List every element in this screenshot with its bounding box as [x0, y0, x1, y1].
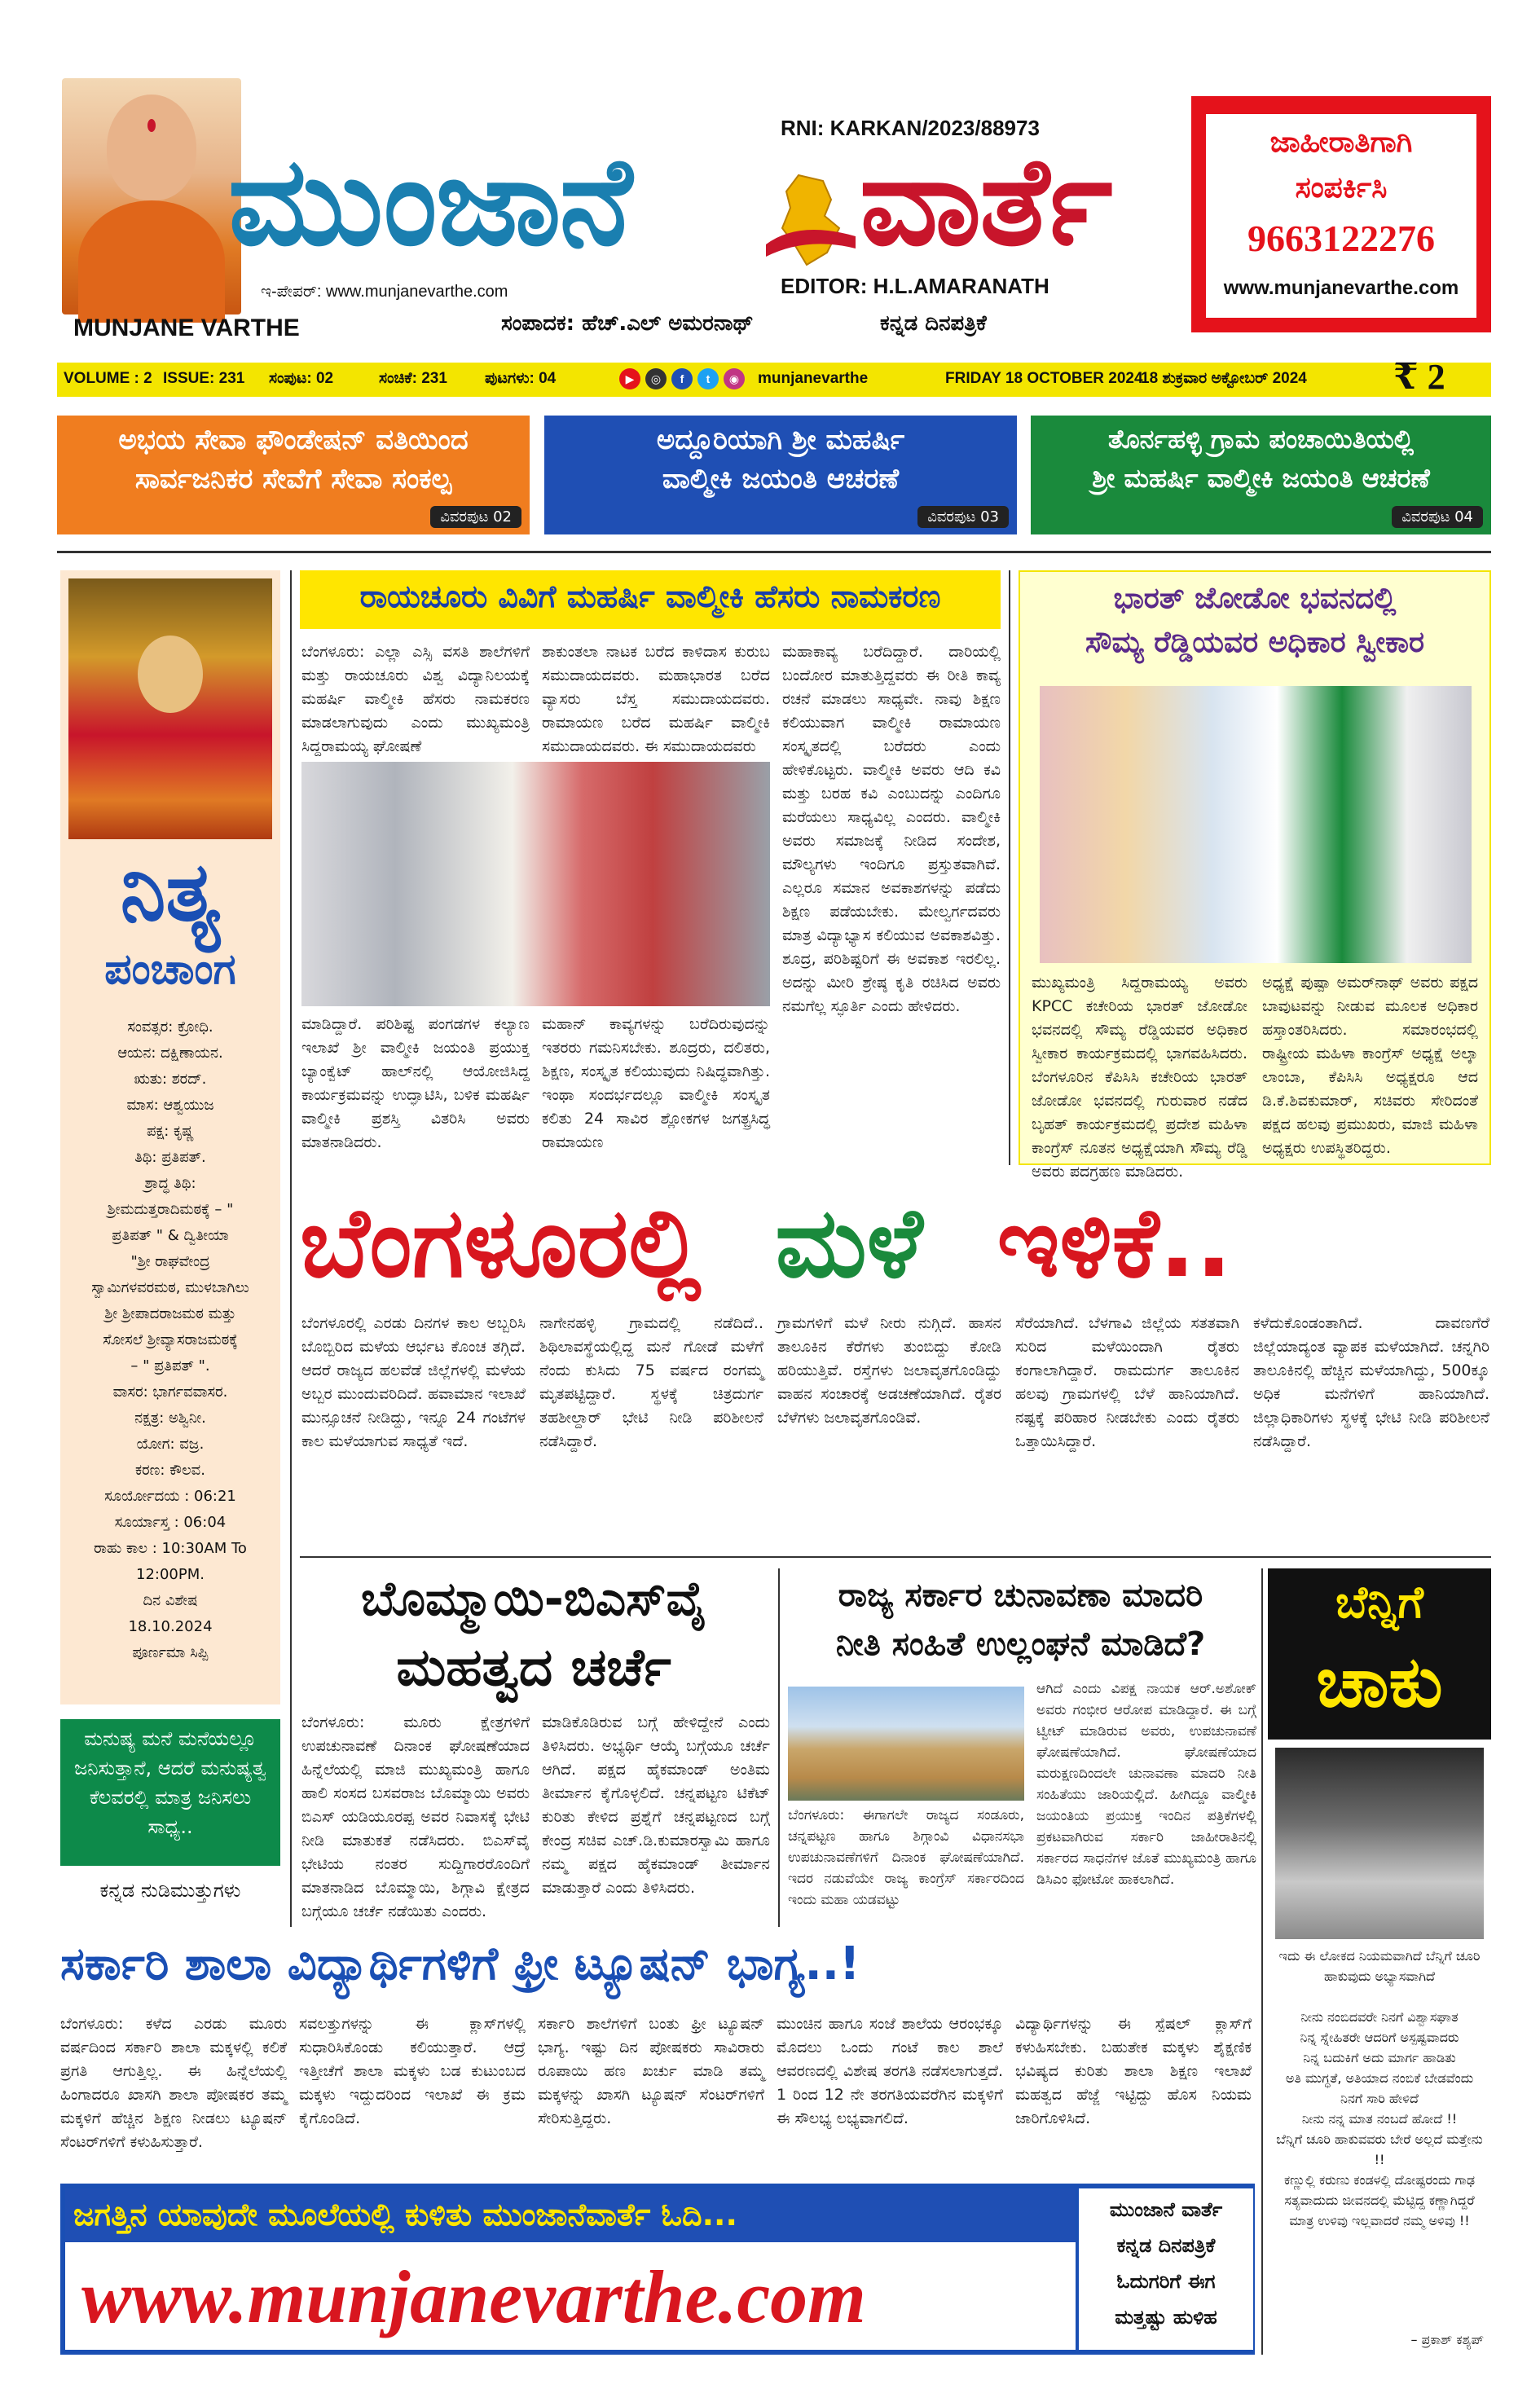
- daily-label: ಕನ್ನಡ ದಿನಪತ್ರಿಕೆ: [880, 311, 987, 336]
- teaser-1-page-tag: ವಿವರಪುಟ 02: [430, 506, 521, 528]
- date-en: FRIDAY 18 OCTOBER 2024: [945, 370, 1143, 387]
- knife-photo: [1275, 1748, 1484, 1939]
- brand-en: MUNJANE VARTHE: [73, 314, 300, 341]
- vidhana-soudha-photo: [788, 1687, 1024, 1801]
- masthead-title-right: ವಾರ್ತೆ: [860, 131, 1111, 273]
- panchanga-line: ತಿಥಿ: ಪ್ರತಿಪತ್.: [134, 1149, 206, 1166]
- panchanga-line: ಮಾಸ: ಆಶ್ವಯುಜ: [126, 1097, 214, 1114]
- election-right: ಆಗಿದೆ ಎಂದು ವಿಪಕ್ಷ ನಾಯಕ ಆರ್.ಅಶೋಕ್ ಅವರು ಗಂಭೀರ ಆರೋಪ ಮಾಡಿದ್ದಾರೆ. ಈ ಬಗ್ಗೆ ಟ್ವೀಟ್ ಮಾಡಿರುವ ಅವರು, ಉಪಚುನಾವಣೆ ಘೋಷಣೆಯಾಗಿದೆ. ಘೋಷಣೆಯಾದ ಮರುಕ್ಷಣದಿಂದಲೇ ಚುನಾವಣಾ ಮಾದರಿ ನೀತಿ ಸಂಹಿತೆಯು ಜಾರಿಯಲ್ಲಿದೆ. ಹೀಗಿದ್ದೂ ವಾಲ್ಮೀಕಿ ಜಯಂತಿಯ ಪ್ರಯುಕ್ತ ಇಂದಿನ ಪತ್ರಿಕೆಗಳಲ್ಲಿ ಪ್ರಕಟವಾಗಿರುವ ಸರ್ಕಾರಿ ಜಾಹೀರಾತಿನಲ್ಲಿ ಸರ್ಕಾರದ ಸಾಧನೆಗಳ ಜೊತೆ ಮುಖ್ಯಮಂತ್ರಿ ಹಾಗೂ ಡಿಸಿಎಂ ಫೋಟೋ ಹಾಕಲಾಗಿದೆ.: [1036, 1681, 1256, 1888]
- election-caption: ಬೆಂಗಳೂರು: ಈಗಾಗಲೇ ರಾಜ್ಯದ ಸಂಡೂರು, ಚನ್ನಪಟ್ಟಣ ಹಾಗೂ ಶಿಗ್ಗಾಂವಿ ವಿಧಾನಸಭಾ ಉಪಚುನಾವಣೆಗಳಿಗೆ ದಿನಾಂಕ ಘೋಷಣೆಯಾಗಿದೆ. ಇದರ ನಡುವೆಯೇ ರಾಜ್ಯ ಕಾಂಗ್ರೆಸ್ ಸರ್ಕಾರದಿಂದ ಇಂದು ಮಹಾ ಯಡವಟ್ಟು: [788, 1807, 1024, 1908]
- bharat-col1: ಮುಖ್ಯಮಂತ್ರಿ ಸಿದ್ದರಾಮಯ್ಯ ಅವರು KPCC ಕಚೇರಿಯ ಭಾರತ್ ಜೋಡೋ ಭವನದಲ್ಲಿ ಸೌಮ್ಯ ರೆಡ್ಡಿಯವರ ಅಧಿಕಾರ ಸ್ವೀಕಾರ ಕಾರ್ಯಕ್ರಮದಲ್ಲಿ ಭಾಗವಹಿಸಿದರು. ಬೆಂಗಳೂರಿನ ಕೆಪಿಸಿಸಿ ಕಚೇರಿಯ ಭಾರತ್ ಜೋಡೋ ಭವನದಲ್ಲಿ ಗುರುವಾರ ನಡೆದ ಬೃಹತ್ ಕಾರ್ಯಕ್ರಮದಲ್ಲಿ ಪ್ರದೇಶ ಮಹಿಳಾ ಕಾಂಗ್ರೆಸ್ ನೂತನ ಅಧ್ಯಕ್ಷೆಯಾಗಿ ಸೌಮ್ಯ ರೆಡ್ಡಿ ಅವರು ಪದಗ್ರಹಣ ಮಾಡಿದರು.: [1032, 974, 1247, 1181]
- teaser-2-page-tag: ವಿವರಪುಟ 03: [917, 506, 1009, 528]
- editor-en: EDITOR: H.L.AMARANATH: [781, 274, 1049, 298]
- raichur-col1-top: ಬೆಂಗಳೂರು: ಎಲ್ಲಾ ಎಸ್ಸಿ ವಸತಿ ಶಾಲೆಗಳಿಗೆ ಮತ್ತು ರಾಯಚೂರು ವಿಶ್ವ ವಿದ್ಯಾನಿಲಯಕ್ಕೆ ಮಹರ್ಷಿ ವಾಲ್ಮೀಕಿ ಹೆಸರು ನಾಮಕರಣ ಮಾಡಲಾಗುವುದು ಎಂದು ಮುಖ್ಯಮಂತ್ರಿ ಸಿದ್ದರಾಮಯ್ಯ ಘೋಷಣೆ: [301, 643, 530, 755]
- date-kn: 18 ಶುಕ್ರವಾರ ಅಕ್ಟೋಬರ್ 2024: [1141, 370, 1307, 387]
- samputa: ಸಂಪುಟ: 02: [269, 370, 334, 387]
- raichur-headline: ರಾಯಚೂರು ವಿವಿಗೆ ಮಹರ್ಷಿ ವಾಲ್ಮೀಕಿ ಹೆಸರು ನಾಮಕರಣ: [359, 578, 941, 614]
- tuition-col3: ಸರ್ಕಾರಿ ಶಾಲೆಗಳಿಗೆ ಬಂತು ಫ್ರೀ ಟ್ಯೂಷನ್ ಭಾಗ್ಯ. ಇಷ್ಟು ದಿನ ಪೋಷಕರು ಸಾವಿರಾರು ರೂಪಾಯಿ ಹಣ ಖರ್ಚು ಮಾಡಿ ತಮ್ಮ ಮಕ್ಕಳನ್ನು ಖಾಸಗಿ ಟ್ಯೂಷನ್ ಸೆಂಟರ್‌ಗಳಿಗೆ ಸೇರಿಸುತ್ತಿದ್ದರು.: [538, 2015, 764, 2127]
- teaser-2-line2: ವಾಲ್ಮೀಕಿ ಜಯಂತಿ ಆಚರಣೆ: [662, 463, 900, 495]
- footer-url[interactable]: www.munjanevarthe.com: [81, 2255, 866, 2338]
- panchanga-line: ಋತು: ಶರದ್.: [134, 1071, 207, 1088]
- rain-headline-b: ಮಳೆ: [775, 1186, 923, 1299]
- footer-box-line1: ಮುಂಜಾನೆ ವಾರ್ತೆ: [1109, 2198, 1223, 2221]
- panchanga-line: ಸಂವತ್ಸರ: ಕ್ರೋಧಿ.: [127, 1018, 213, 1036]
- karnataka-map-emblem: [766, 171, 856, 269]
- election-headline-1: ರಾಜ್ಯ ಸರ್ಕಾರ ಚುನಾವಣಾ ಮಾದರಿ: [838, 1577, 1203, 1614]
- masthead-title-left: ಮುಂಜಾನೆ: [228, 131, 631, 273]
- bommai-headline-2: ಮಹತ್ವದ ಚರ್ಚೆ: [396, 1638, 671, 1698]
- panchanga-title-1: ನಿತ್ಯ: [120, 844, 221, 939]
- pages: ಪುಟಗಳು: 04: [485, 370, 557, 387]
- panchanga-line: ಶ್ರೀ ಶ್ರೀಪಾದರಾಜಮಠ ಮತ್ತು: [104, 1305, 236, 1322]
- teaser-3-page-tag: ವಿವರಪುಟ 04: [1392, 506, 1483, 528]
- tuition-col4: ಮುಂಚಿನ ಹಾಗೂ ಸಂಜೆ ಶಾಲೆಯ ಆರಂಭಕ್ಕೂ ಮೊದಲು ಒಂದು ಗಂಟೆ ಕಾಲ ಶಾಲೆ ಆವರಣದಲ್ಲಿ ವಿಶೇಷ ತರಗತಿ ನಡೆಸಲಾಗುತ್ತದೆ. 1 ರಿಂದ 12 ನೇ ತರಗತಿಯವರೆಗಿನ ಮಕ್ಕಳಿಗೆ ಈ ಸೌಲಭ್ಯ ಲಭ್ಯವಾಗಲಿದೆ.: [777, 2015, 1003, 2127]
- bharat-photo: [1040, 686, 1472, 963]
- footer-box-line2: ಕನ್ನಡ ದಿನಪತ್ರಿಕೆ: [1116, 2234, 1216, 2257]
- knife-headline-1: ಬೆನ್ನಿಗೆ: [1335, 1577, 1423, 1628]
- panchanga-line: 18.10.2024: [128, 1618, 213, 1635]
- swamiji-portrait: [62, 78, 241, 314]
- quote-source: ಕನ್ನಡ ನುಡಿಮುತ್ತುಗಳು: [99, 1879, 241, 1902]
- teaser-2-line1: ಅದ್ದೂರಿಯಾಗಿ ಶ್ರೀ ಮಹರ್ಷಿ: [656, 424, 905, 456]
- ad-url: www.munjanevarthe.com: [1223, 277, 1459, 299]
- raichur-col2-bottom: ಮಹಾನ್ ಕಾವ್ಯಗಳನ್ನು ಬರೆದಿರುವುದನ್ನು ಇತರರು ಗಮನಿಸಬೇಕು. ಶೂದ್ರರು, ದಲಿತರು, ಶಿಕ್ಷಣ, ಸಂಸ್ಕೃತ ಕಲಿಯುವುದು ನಿಷಿದ್ಧವಾಗಿತ್ತು. ಇಂಥಾ ಸಂದರ್ಭದಲ್ಲೂ ವಾಲ್ಮೀಕಿ ಸಂಸ್ಕೃತ ಕಲಿತು 24 ಸಾವಿರ ಶ್ಲೋಕಗಳ ಜಗತ್ಪ್ರಸಿದ್ಧ ರಾಮಾಯಣ: [542, 1015, 770, 1151]
- panchanga-line: ಪೂರ್ಣಮಾ ಸಿಪ್ಪಿ: [132, 1644, 209, 1661]
- tuition-headline: ಸರ್ಕಾರಿ ಶಾಲಾ ವಿದ್ಯಾರ್ಥಿಗಳಿಗೆ ಫ್ರೀ ಟ್ಯೂಷನ್ ಭಾಗ್ಯ..!: [60, 1938, 860, 1990]
- election-headline-2: ನೀತಿ ಸಂಹಿತೆ ಉಲ್ಲಂಘನೆ ಮಾಡಿದೆ?: [835, 1625, 1206, 1663]
- knife-headline-box: [1268, 1568, 1491, 1740]
- volume: VOLUME : 2: [64, 370, 152, 387]
- bommai-col2: ಮಾಡಿಕೊಡಿರುವ ಬಗ್ಗೆ ಹೇಳಿದ್ದೇನೆ ಎಂದು ತಿಳಿಸಿದರು. ಅಭ್ಯರ್ಥಿ ಆಯ್ಕೆ ಬಗ್ಗೆಯೂ ಚರ್ಚೆ ಆಗಿದೆ. ಪಕ್ಷದ ಹೈಕಮಾಂಡ್ ಅಂತಿಮ ತೀರ್ಮಾನ ಕೈಗೊಳ್ಳಲಿದೆ. ಚನ್ನಪಟ್ಟಣ ಟಿಕೆಟ್ ಕುರಿತು ಕೇಳಿದ ಪ್ರಶ್ನೆಗೆ ಚನ್ನಪಟ್ಟಣದ ಬಗ್ಗೆ ಕೇಂದ್ರ ಸಚಿವ ಎಚ್.ಡಿ.ಕುಮಾರಸ್ವಾಮಿ ಹಾಗೂ ನಮ್ಮ ಪಕ್ಷದ ಹೈಕಮಾಂಡ್ ತೀರ್ಮಾನ ಮಾಡುತ್ತಾರೆ ಎಂದು ತಿಳಿಸಿದರು.: [542, 1713, 770, 1897]
- ad-line1: ಜಾಹೀರಾತಿಗಾಗಿ: [1269, 125, 1413, 159]
- editor-kn: ಸಂಪಾದಕ: ಹೆಚ್.ಎಲ್ ಅಮರನಾಥ್: [501, 311, 754, 336]
- teaser-3[interactable]: [1031, 416, 1491, 534]
- panchanga-line: "ಶ್ರೀ ರಾಘವೇಂದ್ರ: [130, 1253, 210, 1270]
- footer-box: [1076, 2188, 1253, 2350]
- rain-headline-a: ಬೆಂಗಳೂರಲ್ಲಿ: [300, 1186, 702, 1299]
- section-divider: [300, 1556, 1491, 1558]
- panchanga-line: 12:00PM.: [136, 1566, 205, 1583]
- tuition-col5: ವಿದ್ಯಾರ್ಥಿಗಳನ್ನು ಈ ಸ್ಪೆಷಲ್ ಕ್ಲಾಸ್‌ಗೆ ಕಳುಹಿಸಬೇಕು. ಬಹುತೇಕ ಮಕ್ಕಳು ಶೈಕ್ಷಣಿಕ ಭವಿಷ್ಯದ ಕುರಿತು ಶಾಲಾ ಶಿಕ್ಷಣ ಇಲಾಖೆ ಮಹತ್ವದ ಹೆಜ್ಜೆ ಇಟ್ಟಿದ್ದು ಹೊಸ ನಿಯಮ ಜಾರಿಗೊಳಿಸಿದೆ.: [1015, 2015, 1252, 2127]
- goddess-image: [68, 578, 272, 839]
- price: ₹ 2: [1393, 357, 1445, 397]
- footer-box-line4: ಮತ್ತಷ್ಟು ಹುಳಿಹ: [1115, 2306, 1217, 2329]
- facebook-icon[interactable]: f: [671, 368, 693, 389]
- footer-banner-text: ಜಗತ್ತಿನ ಯಾವುದೇ ಮೂಲೆಯಲ್ಲಿ ಕುಳಿತು ಮುಂಜಾನೆವಾರ್ತೆ ಓದಿ...: [73, 2197, 737, 2232]
- youtube-icon[interactable]: ▶: [619, 368, 640, 389]
- panchanga-line: ಸೂರ್ಯೋದಯ : 06:21: [104, 1488, 236, 1505]
- panchanga-title-2: ಪಂಚಾಂಗ: [104, 945, 236, 994]
- panchanga-line: ವಾಸರ: ಭಾರ್ಗವವಾಸರ.: [112, 1383, 228, 1401]
- bharat-col2: ಅಧ್ಯಕ್ಷೆ ಪುಷ್ಪಾ ಅಮರ್‌ನಾಥ್ ಅವರು ಪಕ್ಷದ ಬಾವುಟವನ್ನು ನೀಡುವ ಮೂಲಕ ಅಧಿಕಾರ ಹಸ್ತಾಂತರಿಸಿದರು. ಸಮಾರಂಭದಲ್ಲಿ ರಾಷ್ಟ್ರೀಯ ಮಹಿಳಾ ಕಾಂಗ್ರೆಸ್ ಅಧ್ಯಕ್ಷೆ ಅಲ್ಕಾ ಲಾಂಬಾ, ಕೆಪಿಸಿಸಿ ಅಧ್ಯಕ್ಷರೂ ಆದ ಡಿ.ಕೆ.ಶಿವಕುಮಾರ್, ಸಚಿವರು ಸೇರಿದಂತೆ ಪಕ್ಷದ ಹಲವು ಪ್ರಮುಖರು, ಮಾಜಿ ಮಹಿಳಾ ಅಧ್ಯಕ್ಷರು ಉಪಸ್ಥಿತರಿದ್ದರು.: [1262, 974, 1478, 1157]
- panchanga-line: ಸೋಸಲೆ ಶ್ರೀವ್ಯಾಸರಾಜಮಠಕ್ಕೆ: [103, 1331, 238, 1348]
- rain-col3: ಗ್ರಾಮಗಳಿಗೆ ಮಳೆ ನೀರು ನುಗ್ಗಿದೆ. ಹಾಸನ ತಾಲೂಕಿನ ಕೆರೆಗಳು ತುಂಬಿದ್ದು ಕೋಡಿ ಹರಿಯುತ್ತಿವೆ. ರಸ್ತೆಗಳು ಜಲಾವೃತಗೊಂಡಿದ್ದು ವಾಹನ ಸಂಚಾರಕ್ಕೆ ಅಡಚಣೆಯಾಗಿದೆ. ರೈತರ ಬೆಳೆಗಳು ಜಲಾವೃತಗೊಂಡಿವೆ.: [777, 1314, 1001, 1427]
- rain-col4: ಸೆರೆಯಾಗಿದೆ. ಬೆಳಗಾವಿ ಜಿಲ್ಲೆಯ ಸತತವಾಗಿ ಸುರಿದ ಮಳೆಯಿಂದಾಗಿ ರೈತರು ಕಂಗಾಲಾಗಿದ್ದಾರೆ. ರಾಮದುರ್ಗ ತಾಲೂಕಿನ ಹಲವು ಗ್ರಾಮಗಳಲ್ಲಿ ಬೆಳೆ ಹಾನಿಯಾಗಿದೆ. ನಷ್ಟಕ್ಕೆ ಪರಿಹಾರ ನೀಡಬೇಕು ಎಂದು ರೈತರು ಒತ್ತಾಯಿಸಿದ್ದಾರೆ.: [1015, 1314, 1239, 1450]
- panchanga-line: ರಾಹು ಕಾಲ : 10:30AM To: [94, 1540, 247, 1557]
- panchanga-line: ಪ್ರತಿಪತ್ " & ದ್ವಿತೀಯಾ: [112, 1227, 229, 1244]
- rain-col5: ಕಳೆದುಕೊಂಡಂತಾಗಿದೆ. ದಾವಣಗೆರೆ ಜಿಲ್ಲೆಯಾದ್ಯಂತ ವ್ಯಾಪಕ ಮಳೆಯಾಗಿದೆ. ಚನ್ನಗಿರಿ ತಾಲೂಕಿನಲ್ಲಿ ಹೆಚ್ಚಿನ ಮಳೆಯಾಗಿದ್ದು, 500ಕ್ಕೂ ಅಧಿಕ ಮನೆಗಳಿಗೆ ಹಾನಿಯಾಗಿದೆ. ಜಿಲ್ಲಾಧಿಕಾರಿಗಳು ಸ್ಥಳಕ್ಕೆ ಭೇಟಿ ನೀಡಿ ಪರಿಶೀಲನೆ ನಡೆಸಿದ್ದಾರೆ.: [1253, 1314, 1489, 1450]
- bommai-col1: ಬೆಂಗಳೂರು: ಮೂರು ಕ್ಷೇತ್ರಗಳಿಗೆ ಉಪಚುನಾವಣೆ ದಿನಾಂಕ ಘೋಷಣೆಯಾದ ಹಿನ್ನೆಲೆಯಲ್ಲಿ ಮಾಜಿ ಮುಖ್ಯಮಂತ್ರಿ ಹಾಗೂ ಹಾಲಿ ಸಂಸದ ಬಸವರಾಜ ಬೊಮ್ಮಾಯಿ ಅವರು ಬಿಎಸ್ ಯಡಿಯೂರಪ್ಪ ಅವರ ನಿವಾಸಕ್ಕೆ ಭೇಟಿ ನೀಡಿ ಮಾತುಕತೆ ನಡೆಸಿದರು. ಬಿಎಸ್‌ವೈ ಭೇಟಿಯ ನಂತರ ಸುದ್ದಿಗಾರರೊಂದಿಗೆ ಮಾತನಾಡಿದ ಬೊಮ್ಮಾಯಿ, ಶಿಗ್ಗಾವಿ ಕ್ಷೇತ್ರದ ಬಗ್ಗೆಯೂ ಚರ್ಚೆ ನಡೆಯಿತು ಎಂದರು.: [301, 1713, 530, 1920]
- social-handle: munjanevarthe: [758, 370, 869, 387]
- footer-banner[interactable]: [60, 2184, 1255, 2355]
- panchanga-line: ಸ್ವಾಮಿಗಳವರಮಠ, ಮುಳಬಾಗಿಲು: [91, 1279, 249, 1296]
- twitter-icon[interactable]: t: [697, 368, 719, 389]
- panchanga-line: ಯೋಗ: ವಜ್ರ.: [136, 1436, 205, 1453]
- teaser-2[interactable]: [544, 416, 1017, 534]
- rain-headline-c: ಇಳಿಕೆ..: [997, 1186, 1233, 1299]
- quote-box: [60, 1719, 280, 1918]
- panchanga-lines: [68, 1014, 272, 1666]
- panchanga-line: ಕರಣ: ಕೌಲವ.: [135, 1462, 205, 1479]
- instagram-icon[interactable]: ◉: [724, 368, 745, 389]
- panchanga-line: ನಕ್ಷತ್ರ: ಅಶ್ವಿನೀ.: [134, 1410, 206, 1427]
- teaser-3-line1: ತೊರ್ನಹಳ್ಳಿ ಗ್ರಾಮ ಪಂಚಾಯಿತಿಯಲ್ಲಿ: [1107, 424, 1415, 455]
- column-divider: [1009, 570, 1010, 1165]
- website-icon[interactable]: ◎: [645, 368, 667, 389]
- raichur-col2-top: ಶಾಕುಂತಲಾ ನಾಟಕ ಬರೆದ ಕಾಳಿದಾಸ ಕುರುಬ ಸಮುದಾಯದವರು. ಮಹಾಭಾರತ ಬರೆದ ವ್ಯಾಸರು ಬೆಸ್ತ ಸಮುದಾಯದವರು. ರಾಮಾಯಣ ಬರೆದ ಮಹರ್ಷಿ ವಾಲ್ಮೀಕಿ ಸಮುದಾಯದವರು. ಈ ಸಮುದಾಯದವರು: [542, 643, 770, 755]
- tuition-col1: ಬೆಂಗಳೂರು: ಕಳೆದ ಎರಡು ಮೂರು ವರ್ಷದಿಂದ ಸರ್ಕಾರಿ ಶಾಲಾ ಮಕ್ಕಳಲ್ಲಿ ಕಲಿಕೆ ಪ್ರಗತಿ ಆಗುತ್ತಿಲ್ಲ. ಈ ಹಿನ್ನೆಲೆಯಲ್ಲಿ ಹಿಂಗಾದರೂ ಖಾಸಗಿ ಶಾಲಾ ಪೋಷಕರ ತಮ್ಮ ಮಕ್ಕಳಿಗೆ ಹೆಚ್ಚಿನ ಶಿಕ್ಷಣ ನೀಡಲು ಟ್ಯೂಷನ್ ಸೆಂಟರ್‌ಗಳಿಗೆ ಕಳುಹಿಸುತ್ತಾರೆ.: [60, 2015, 287, 2151]
- raichur-photo: [301, 762, 770, 1006]
- bharat-headline-2: ಸೌಮ್ಯ ರೆಡ್ಡಿಯವರ ಅಧಿಕಾರ ಸ್ವೀಕಾರ: [1085, 626, 1425, 659]
- panchanga-line: ದಿನ ವಿಶೇಷ: [143, 1592, 198, 1609]
- info-bar: [57, 357, 1491, 397]
- masthead: [57, 73, 1491, 350]
- column-divider-3: [1261, 1568, 1263, 2355]
- panchanga-line: ಆಯನ: ದಕ್ಷಿಣಾಯನ.: [117, 1045, 223, 1062]
- knife-headline-2: ಚಾಕು: [1316, 1642, 1443, 1723]
- raichur-col3: ಮಹಾಕಾವ್ಯ ಬರೆದಿದ್ದಾರೆ. ದಾರಿಯಲ್ಲಿ ಬಂದೋರ ಮಾತುತ್ತಿದ್ದವರು ಈ ರೀತಿ ಕಾವ್ಯ ರಚನೆ ಮಾಡಲು ಸಾಧ್ಯವೇ. ನಾವು ಶಿಕ್ಷಣ ಕಲಿಯುವಾಗ ವಾಲ್ಮೀಕಿ ರಾಮಾಯಣ ಸಂಸ್ಕೃತದಲ್ಲಿ ಬರೆದರು ಎಂದು ಹೇಳಿಕೊಟ್ಟರು. ವಾಲ್ಮೀಕಿ ಅವರು ಆದಿ ಕವಿ ಮತ್ತು ಬರಹ ಕವಿ ಎಂಬುದನ್ನು ಎಂದಿಗೂ ಮರೆಯಲು ಸಾಧ್ಯವಿಲ್ಲ ಎಂದರು. ವಾಲ್ಮೀಕಿ ಅವರು ಸಮಾಜಕ್ಕೆ ನೀಡಿದ ಸಂದೇಶ, ಮೌಲ್ಯಗಳು ಇಂದಿಗೂ ಪ್ರಸ್ತುತವಾಗಿವೆ. ಎಲ್ಲರೂ ಸಮಾನ ಅವಕಾಶಗಳನ್ನು ಪಡೆದು ಶಿಕ್ಷಣ ಪಡೆಯಬೇಕು. ಮೇಲ್ವರ್ಗದವರು ಮಾತ್ರ ವಿದ್ಯಾಭ್ಯಾಸ ಕಲಿಯುವ ಅವಕಾಶವಿತ್ತು. ಶೂದ್ರ, ಪರಿಶಿಷ್ಟರಿಗೆ ಈ ಅವಕಾಶ ಇರಲಿಲ್ಲ. ಅದನ್ನು ಮೀರಿ ಶ್ರೇಷ್ಠ ಕೃತಿ ರಚಿಸಿದ ಅವರು ನಮಗೆಲ್ಲ ಸ್ಫೂರ್ತಿ ಎಂದು ಹೇಳಿದರು.: [782, 643, 1001, 1015]
- teaser-1-line2: ಸಾರ್ವಜನಿಕರ ಸೇವೆಗೆ ಸೇವಾ ಸಂಕಲ್ಪ: [134, 463, 452, 495]
- rni-number: RNI: KARKAN/2023/88973: [781, 116, 1040, 140]
- epaper-url: ಇ-ಪೇಪರ್: www.munjanevarthe.com: [261, 283, 508, 301]
- sidebar-divider: [290, 570, 292, 1927]
- panchanga-line: – " ಪ್ರತಿಪತ್ ".: [130, 1357, 210, 1375]
- panchanga-line: ಶ್ರೀಮದುತ್ತರಾದಿಮಠಕ್ಕೆ – ": [107, 1201, 234, 1218]
- teaser-1-line1: ಅಭಯ ಸೇವಾ ಫೌಂಡೇಷನ್ ವತಿಯಿಂದ: [118, 424, 469, 456]
- column-divider-2: [778, 1568, 780, 1927]
- divider-line: [57, 551, 1491, 553]
- raichur-headline-box: [300, 570, 1001, 629]
- tuition-col2: ಸವಲತ್ತುಗಳನ್ನು ಈ ಕ್ಲಾಸ್‌ಗಳಲ್ಲಿ ಸುಧಾರಿಸಿಕೊಂಡು ಕಲಿಯುತ್ತಾರೆ. ಆದ್ರೆ ಇತ್ತೀಚೆಗೆ ಶಾಲಾ ಮಕ್ಕಳು ಬಡ ಕುಟುಂಬದ ಮಕ್ಕಳು ಇದ್ದುದರಿಂದ ಇಲಾಖೆ ಈ ಕ್ರಮ ಕೈಗೊಂಡಿದೆ.: [299, 2015, 526, 2127]
- ad-contact-box: [1191, 96, 1491, 332]
- rain-col1: ಬೆಂಗಳೂರಲ್ಲಿ ಎರಡು ದಿನಗಳ ಕಾಲ ಅಬ್ಬರಿಸಿ ಬೊಬ್ಬಿರಿದ ಮಳೆಯ ಆರ್ಭಟ ಕೊಂಚ ತಗ್ಗಿದೆ. ಆದರೆ ರಾಜ್ಯದ ಹಲವೆಡೆ ಜಿಲ್ಲೆಗಳಲ್ಲಿ ಮಳೆಯ ಅಬ್ಬರ ಮುಂದುವರಿದಿದೆ. ಹವಾಮಾನ ಇಲಾಖೆ ಮುನ್ಸೂಚನೆ ನೀಡಿದ್ದು, ಇನ್ನೂ 24 ಗಂಟೆಗಳ ಕಾಲ ಮಳೆಯಾಗುವ ಸಾಧ್ಯತೆ ಇದೆ.: [301, 1314, 526, 1450]
- teaser-1[interactable]: [57, 416, 530, 534]
- footer-box-line3: ಓದುಗರಿಗೆ ಈಗ: [1116, 2270, 1216, 2293]
- ad-line2: ಸಂಪರ್ಕಿಸಿ: [1295, 171, 1388, 205]
- rain-headline: [300, 1181, 1491, 1304]
- bommai-headline-1: ಬೊಮ್ಮಾಯಿ-ಬಿಎಸ್‌ವೈ: [361, 1571, 706, 1626]
- knife-poem: ಇದು ಈ ಲೋಕದ ನಿಯಮವಾಗಿದೆ ಬೆನ್ನಿಗೆ ಚೂರಿ ಹಾಕುವುದು ಅಭ್ಯಾಸವಾಗಿದೆ ನೀನು ನಂಬಿದವರೇ ನಿನಗೆ ವಿಶ್ವಾಸಘಾತ ನಿನ್ನ ಸ್ನೇಹಿತರೇ ಆದರಿಗೆ ಅಸ್ಪಷ್ಟವಾದರು ನಿನ್ನ ಬದುಕಿಗೆ ಅದು ಮಾರ್ಗ ಹಾಡಿತು ಅತಿ ಮುಗ್ಧತೆ, ಅತಿಯಾದ ನಂಬಿಕೆ ಬೇಡವೆಂದು ನಿನಗೆ ಸಾರಿ ಹೇಳಿದೆ ನೀನು ನನ್ನ ಮಾತ ನಂಬದೆ ಹೋದೆ !! ಬೆನ್ನಿಗೆ ಚೂರಿ ಹಾಕುವವರು ಬೇರೆ ಅಲ್ಲದೆ ಮತ್ತೇನು !! ಕಣ್ಣುಲ್ಲಿ ಕರುಣು ಕಂಡಳಲ್ಲಿ ದೋಷ್ಟರಂದು ಗಾಢ ಸತ್ಯವಾದುದು ಜೀವನದಲ್ಲಿ ಮೆಟ್ಟಿದ್ದ ಕಣ್ಣಾಗಿದ್ದರೆ ಮಾತ್ರ ಉಳಿವು ಇಲ್ಲವಾದರೆ ನಮ್ಮ ಅಳಿವು !!: [1276, 1948, 1483, 2228]
- quote-text: ಮನುಷ್ಯ ಮನೆ ಮನೆಯಲ್ಲೂ ಜನಿಸುತ್ತಾನೆ, ಆದರೆ ಮನುಷ್ಯತ್ವ ಕೆಲವರಲ್ಲಿ ಮಾತ್ರ ಜನಿಸಲು ಸಾಧ್ಯ..: [60, 1719, 280, 1866]
- bharat-headline-1: ಭಾರತ್ ಜೋಡೋ ಭವನದಲ್ಲಿ: [1113, 582, 1397, 615]
- panchanga-box: [60, 570, 280, 1704]
- rain-col2: ನಾಗೇನಹಳ್ಳಿ ಗ್ರಾಮದಲ್ಲಿ ನಡೆದಿದೆ.. ಶಿಥಿಲಾವಸ್ಥೆಯಲ್ಲಿದ್ದ ಮನೆ ಗೋಡೆ ಮಳೆಗೆ ನೆಂದು ಕುಸಿದು 75 ವರ್ಷದ ರಂಗಮ್ಮ ಮೃತಪಟ್ಟಿದ್ದಾರೆ. ಸ್ಥಳಕ್ಕೆ ಚಿತ್ರದುರ್ಗ ತಹಶೀಲ್ದಾರ್ ಭೇಟಿ ನೀಡಿ ಪರಿಶೀಲನೆ ನಡೆಸಿದ್ದಾರೆ.: [539, 1314, 763, 1450]
- issue: ISSUE: 231: [163, 370, 245, 387]
- panchanga-line: ಶ್ರಾದ್ಧ ತಿಥಿ:: [144, 1175, 196, 1192]
- ad-phone: 9663122276: [1247, 218, 1435, 259]
- sanchike: ಸಂಚಿಕೆ: 231: [379, 370, 447, 387]
- knife-author: – ಪ್ರಕಾಶ್ ಕಶ್ಯಪ್: [1410, 2332, 1484, 2347]
- teaser-3-line2: ಶ್ರೀ ಮಹರ್ಷಿ ವಾಲ್ಮೀಕಿ ಜಯಂತಿ ಆಚರಣೆ: [1092, 463, 1430, 494]
- bharat-story-box: [1019, 570, 1491, 1181]
- panchanga-line: ಸೂರ್ಯಾಸ್ತ : 06:04: [114, 1514, 227, 1531]
- panchanga-line: ಪಕ್ಷ: ಕೃಷ್ಣ: [146, 1123, 195, 1140]
- social-icons: [619, 368, 750, 389]
- raichur-col1-bottom: ಮಾಡಿದ್ದಾರೆ. ಪರಿಶಿಷ್ಟ ಪಂಗಡಗಳ ಕಲ್ಯಾಣ ಇಲಾಖೆ ಶ್ರೀ ವಾಲ್ಮೀಕಿ ಜಯಂತಿ ಪ್ರಯುಕ್ತ ಬ್ಯಾಂಕ್ವೆಟ್ ಹಾಲ್‌ನಲ್ಲಿ ಆಯೋಜಿಸಿದ್ದ ಕಾರ್ಯಕ್ರಮವನ್ನು ಉದ್ಘಾಟಿಸಿ, ಬಳಿಕ ಮಹರ್ಷಿ ವಾಲ್ಮೀಕಿ ಪ್ರಶಸ್ತಿ ವಿತರಿಸಿ ಅವರು ಮಾತನಾಡಿದರು.: [301, 1015, 530, 1151]
